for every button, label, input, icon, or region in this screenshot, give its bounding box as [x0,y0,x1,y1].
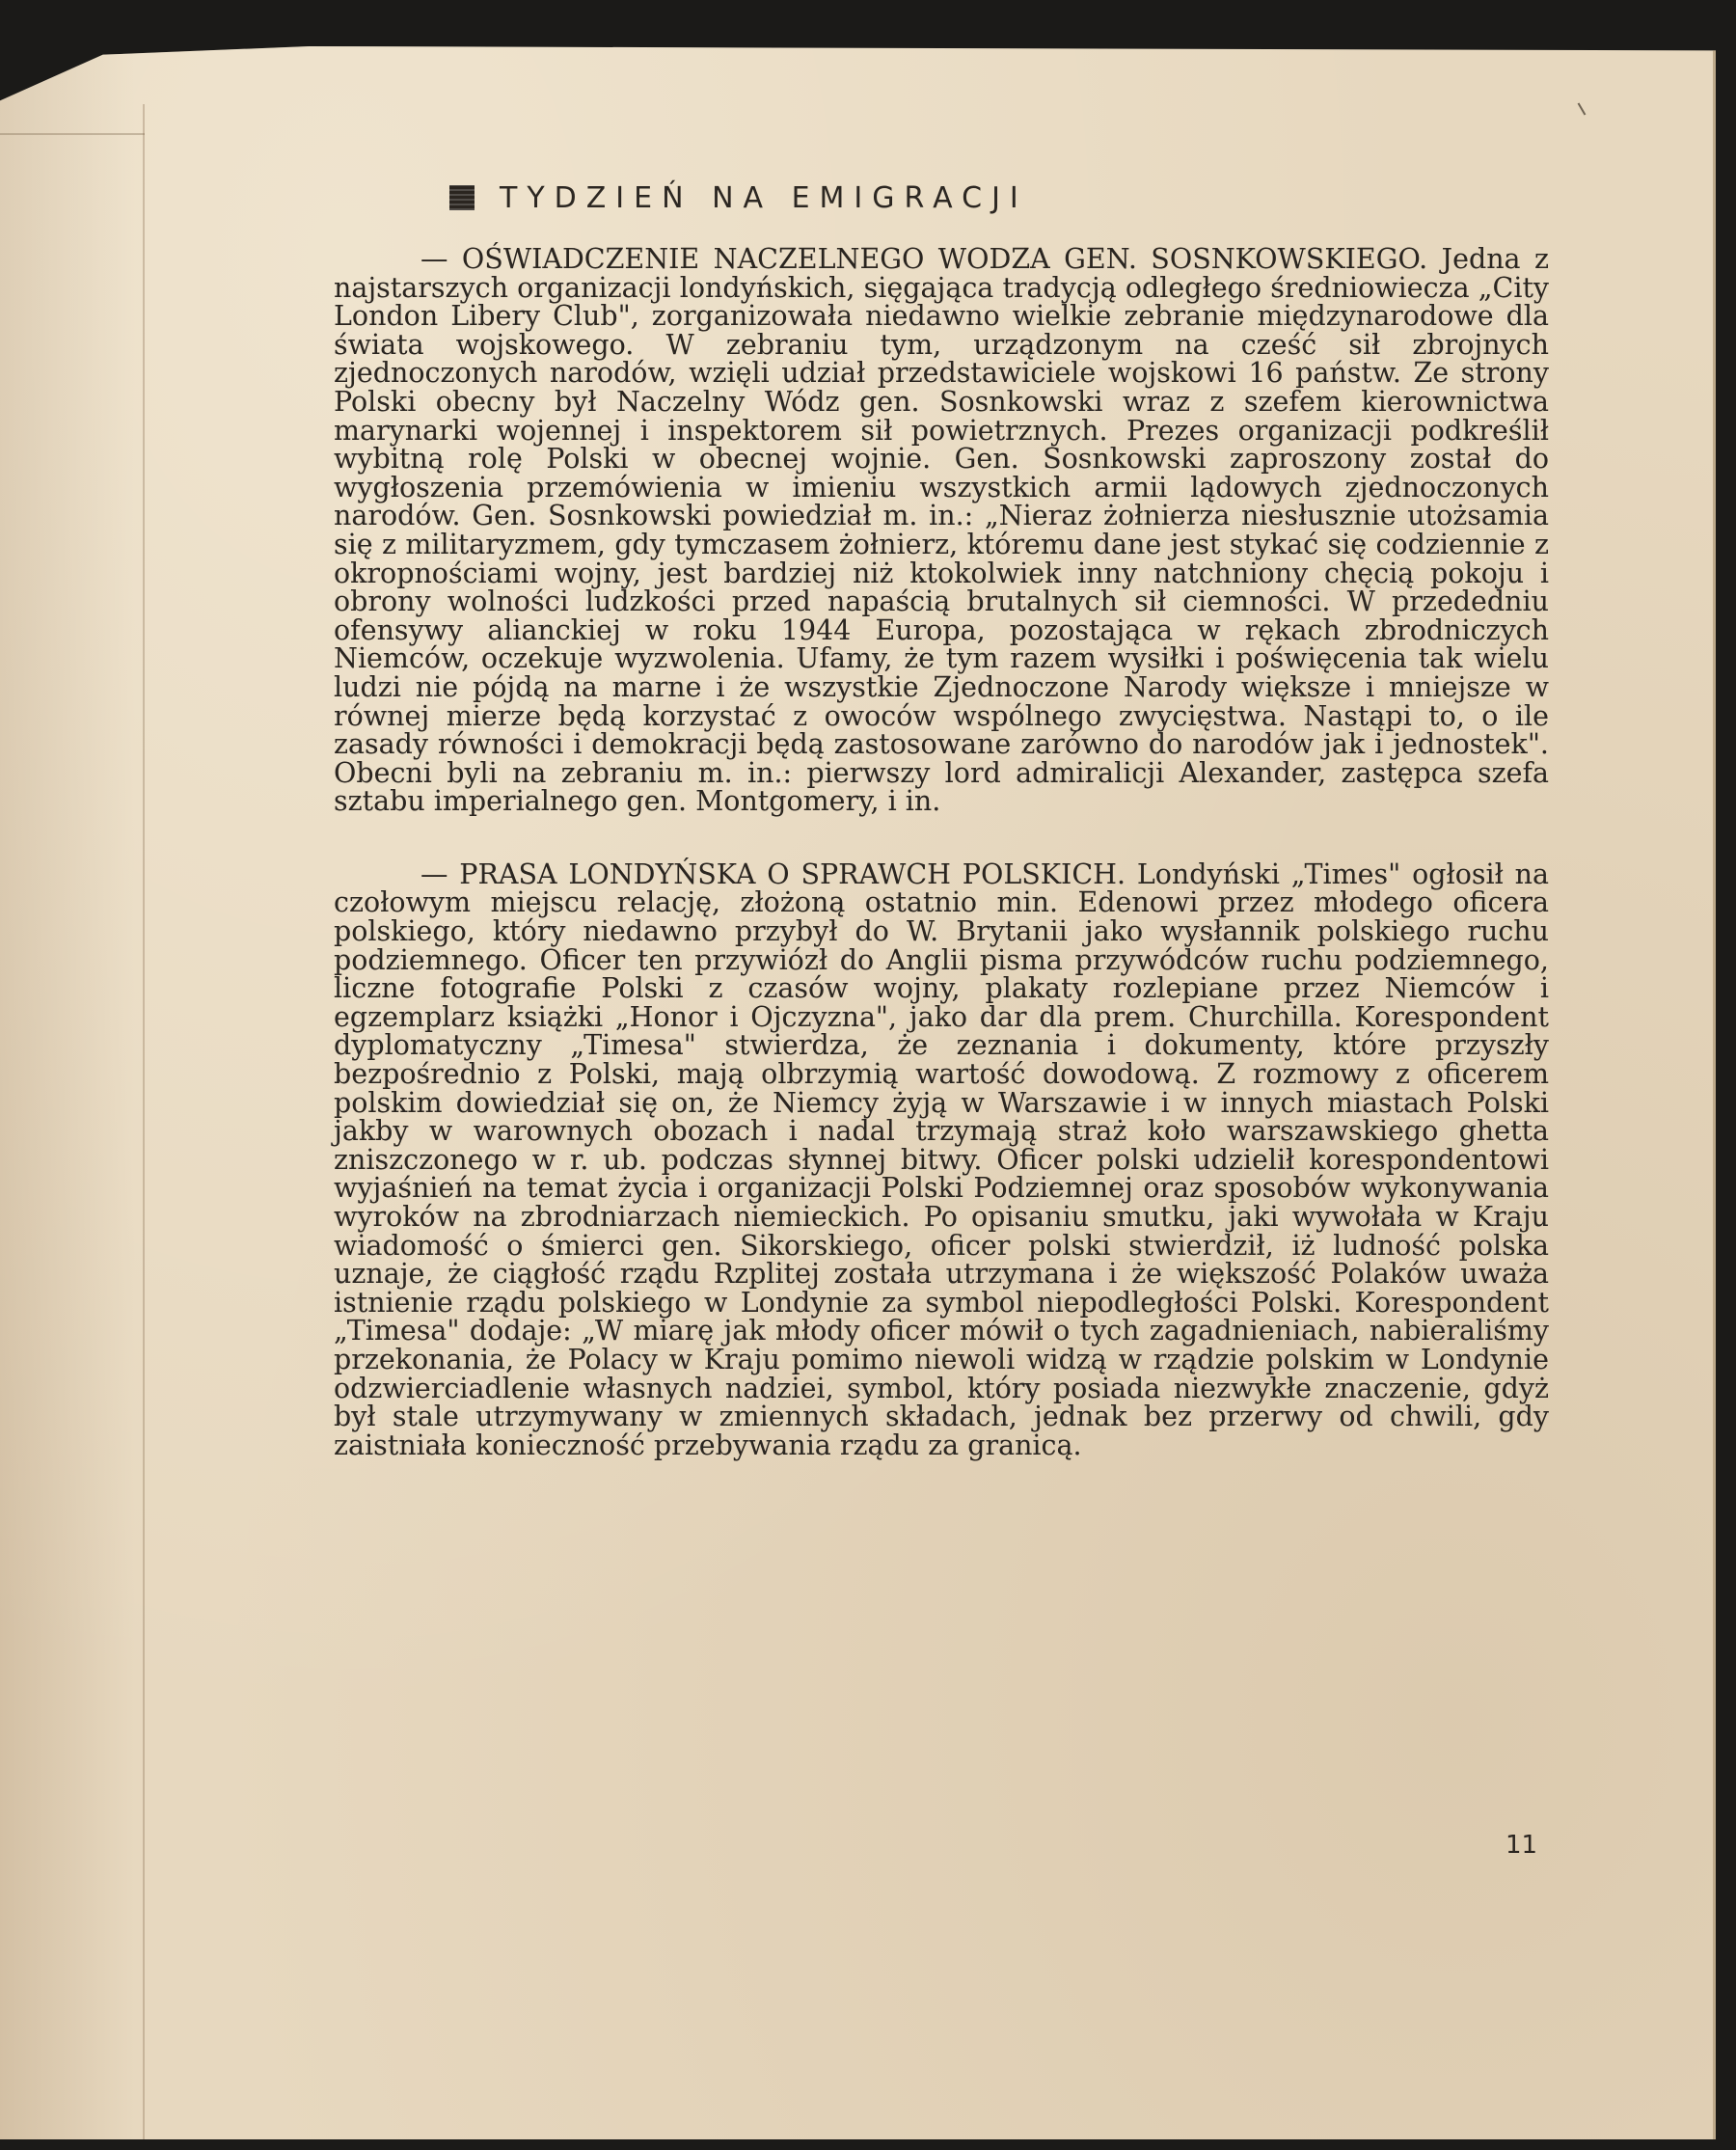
square-bullet-icon [449,185,475,210]
corner-mark [1578,102,1587,115]
page-content [334,172,1549,1459]
page-number: 11 [1505,1831,1538,1860]
article-london-press: — PRASA LONDYŃSKA O SPRAWCH POLSKICH. Londyński „Times" ogłosił na czołowym miejscu relację, złożoną ostatnio min. Edenowi przez młodego oficera polskiego, który niedawno przybył do W. Brytanii jako wysłannik polskiego ruchu podziemnego. Oficer ten przywiózł do Anglii pisma przywódców ruchu podziemnego, liczne fotografie Polski z czasów wojny, plakaty rozlepiane przez Niemców i egzemplarz książki „Honor i Ojczyzna", jako dar dla prem. Churchilla. Korespondent dyplomatyczny „Timesa" stwierdza, że zeznania i dokumenty, które przyszły bezpośrednio z Polski, mają olbrzymią wartość dowodową. Z rozmowy z oficerem polskim dowiedział się on, że Niemcy żyją w Warszawie i w innych miastach Polski jakby w warownych obozach i nadal trzymają straż koło warszawskiego ghetta zniszczonego w r. ub. podczas słynnej bitwy. Oficer polski udzielił korespondentowi wyjaśnień na temat życia i organizacji Polski Podziemnej oraz sposobów wykonywania wyroków na zbrodniarzach niemieckich. Po opisaniu smutku, jaki wywołała w Kraju wiadomość o śmierci gen. Sikorskiego, oficer polski stwierdził, iż ludność polska uznaje, że ciągłość rządu Rzplitej została utrzymana i że większość Polaków uważa istnienie rządu polskiego w Londynie za symbol niepodległości Polski. Korespondent „Timesa" dodaje: „W miarę jak młody oficer mówił o tych zagadnieniach, nabieraliśmy przekonania, że Polacy w Kraju pomimo niewoli widzą w rządzie polskim w Londynie odzwierciadlenie własnych nadziei, symbol, który posiada niezwykłe znaczenie, gdyż był stale utrzymywany w zmiennych składach, jednak bez przerwy od chwili, gdy zaistniała konieczność przebywania rządu za granicą. [334,857,1549,1461]
article-sosnkowski-statement: — OŚWIADCZENIE NACZELNEGO WODZA GEN. SOSNKOWSKIEGO. Jedna z najstarszych organizacji londyńskich, sięgająca tradycją odległego średniowiecza „City London Libery Club", zorganizowała niedawno wielkie zebranie międzynarodowe dla świata wojskowego. W zebraniu tym, urządzonym na cześć sił zbrojnych zjednoczonych narodów, wzięli udział przedstawiciele wojskowi 16 państw. Ze strony Polski obecny był Naczelny Wódz gen. Sosnkowski wraz z szefem kierownictwa marynarki wojennej i inspektorem sił powietrznych. Prezes organizacji podkreślił wybitną rolę Polski w obecnej wojnie. Gen. Sosnkowski zaproszony został do wygłoszenia przemówienia w imieniu wszystkich armii lądowych zjednoczonych narodów. Gen. Sosnkowski powiedział m. in.: „Nieraz żołnierza niesłusznie utożsamia się z militaryzmem, gdy tymczasem żołnierz, któremu dane jest stykać się codziennie z okropnościami wojny, jest bardziej niż ktokolwiek inny natchniony chęcią pokoju i obrony wolności ludzkości przed napaścią brutalnych sił ciemności. W przededniu ofensywy alianckiej w roku 1944 Europa, pozostająca w rękach zbrodniczych Niemców, oczekuje wyzwolenia. Ufamy, że tym razem wysiłki i poświęcenia tak wielu ludzi nie pójdą na marne i że wszystkie Zjednoczone Narody większe i mniejsze w równej mierze będą korzystać z owoców wspólnego zwycięstwa. Nastąpi to, o ile zasady równości i demokracji będą zastosowane zarówno do narodów jak i jednostek". Obecni byli na zebraniu m. in.: pierwszy lord admiralicji Alexander, zastępca szefa sztabu imperialnego gen. Montgomery, i in. [334,243,1549,818]
section-title: TYDZIEŃ NA EMIGRACJI [500,180,1028,215]
page-fold-line [143,104,145,2150]
section-header [449,172,1549,224]
torn-page-edge [0,133,145,135]
